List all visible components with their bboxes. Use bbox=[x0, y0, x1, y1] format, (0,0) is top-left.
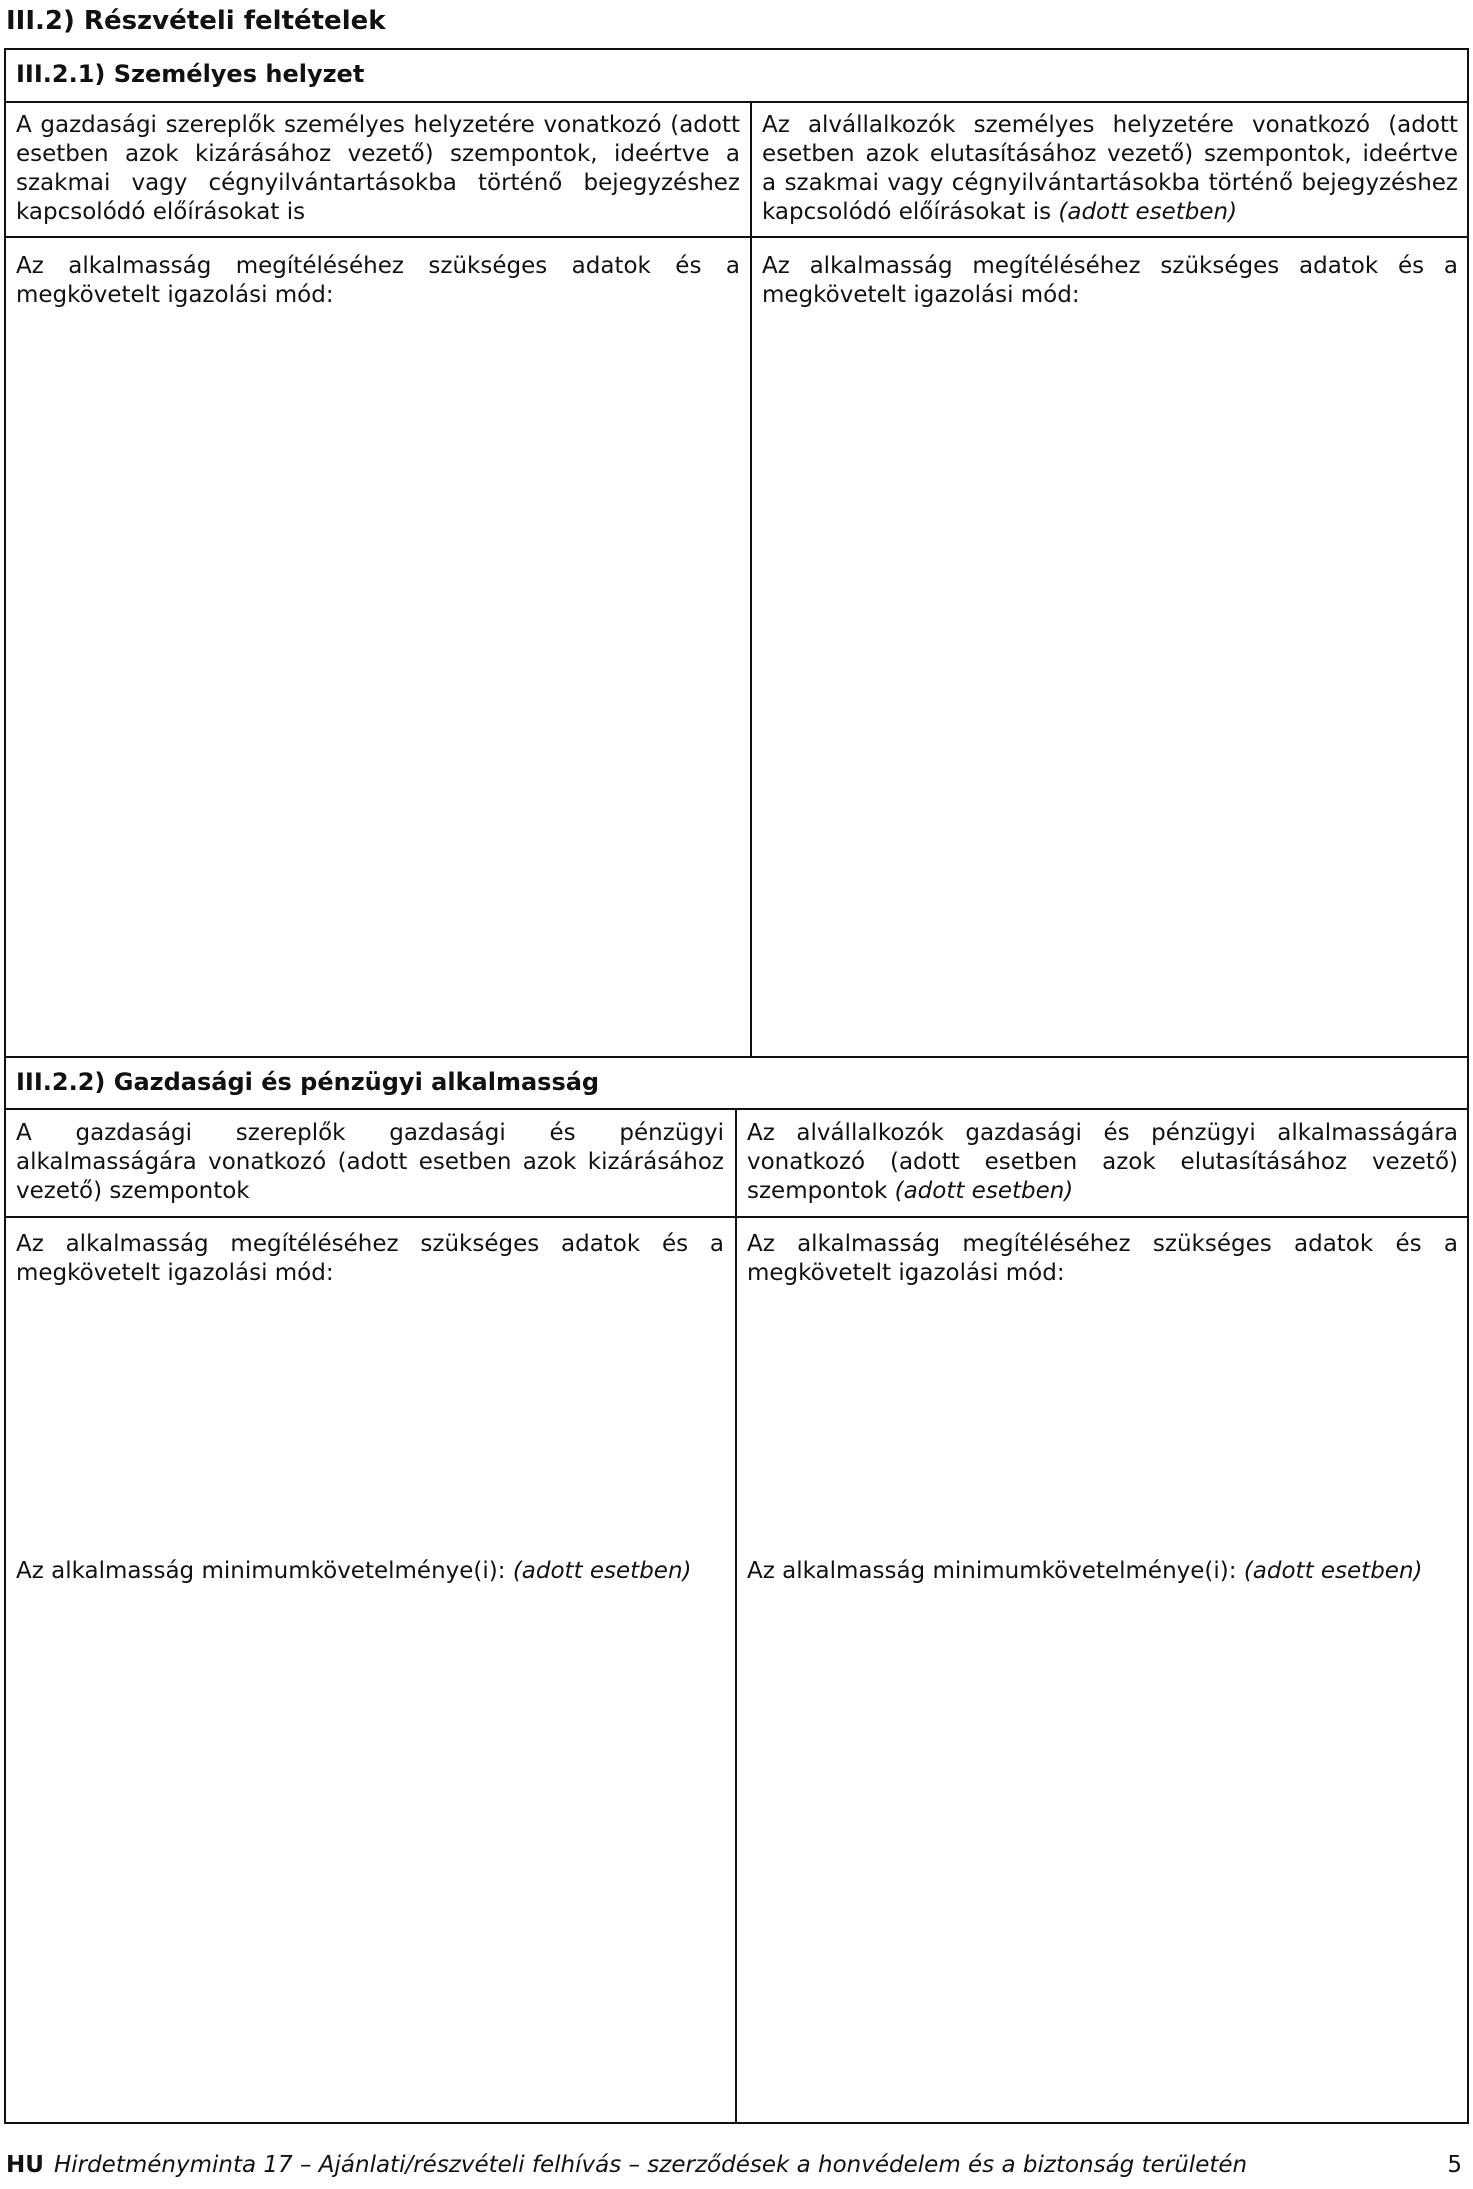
economic-right-minimum-label bbox=[747, 1557, 1458, 1586]
personal-situation-heading: III.2.1) Személyes helyzet bbox=[16, 60, 365, 88]
footer-description: Hirdetményminta 17 – Ajánlati/részvételi felhívás – szerződések a honvédelem és a biztonság területén bbox=[53, 2152, 1248, 2178]
economic-left-minimum-text: Az alkalmasság minimumkövetelménye(i): bbox=[16, 1558, 506, 1584]
divider bbox=[4, 101, 1469, 103]
economic-left-data-label: Az alkalmasság megítéléséhez szükséges adatok és a megkövetelt igazolási mód: bbox=[16, 1231, 724, 1286]
economic-right-criteria-note: (adott esetben) bbox=[894, 1178, 1074, 1204]
personal-right-data-label: Az alkalmasság megítéléséhez szükséges adatok és a megkövetelt igazolási mód: bbox=[762, 253, 1458, 308]
section-title: III.2) Részvételi feltételek bbox=[6, 6, 386, 36]
personal-left-data-label: Az alkalmasság megítéléséhez szükséges adatok és a megkövetelt igazolási mód: bbox=[16, 253, 740, 308]
economic-right-minimum-note: (adott esetben) bbox=[1243, 1558, 1423, 1584]
personal-left-criteria: A gazdasági szereplők személyes helyzetére vonatkozó (adott esetben azok kizárásához vezető) szempontok, ideértve a szakmai vagy cégnyilvántartásokba történő bejegyzéshez kapcsolódó előírásokat is bbox=[16, 112, 740, 225]
column-divider bbox=[735, 1108, 737, 2124]
economic-left-criteria: A gazdasági szereplők gazdasági és pénzügyi alkalmasságára vonatkozó (adott esetben azok kizárásához vezető) szempontok bbox=[16, 1120, 724, 1204]
personal-right-criteria bbox=[762, 111, 1458, 227]
personal-right-criteria-text: Az alvállalkozók személyes helyzetére vonatkozó (adott esetben azok elutasításához vezető) szempontok, ideértve a szakmai vagy cégnyilvántartásokba történő bejegyzéshez kapcsolódó előírásokat is bbox=[762, 112, 1458, 225]
divider bbox=[4, 1216, 1469, 1218]
economic-left-minimum-note: (adott esetben) bbox=[512, 1558, 692, 1584]
divider bbox=[4, 236, 1469, 238]
page-footer bbox=[6, 2152, 1466, 2178]
column-divider bbox=[750, 101, 752, 1058]
economic-right-criteria bbox=[747, 1119, 1458, 1206]
economic-left-minimum-label bbox=[16, 1557, 724, 1586]
economic-right-minimum-text: Az alkalmasság minimumkövetelménye(i): bbox=[747, 1558, 1237, 1584]
economic-right-criteria-text: Az alvállalkozók gazdasági és pénzügyi alkalmasságára vonatkozó (adott esetben azok elutasításához vezető) szempontok bbox=[747, 1120, 1458, 1204]
footer-country-code: HU bbox=[6, 2152, 44, 2178]
economic-financial-heading: III.2.2) Gazdasági és pénzügyi alkalmasság bbox=[16, 1068, 600, 1096]
economic-right-data-label: Az alkalmasság megítéléséhez szükséges adatok és a megkövetelt igazolási mód: bbox=[747, 1231, 1458, 1286]
personal-right-criteria-note: (adott esetben) bbox=[1058, 199, 1238, 225]
page-number: 5 bbox=[1447, 2152, 1462, 2178]
